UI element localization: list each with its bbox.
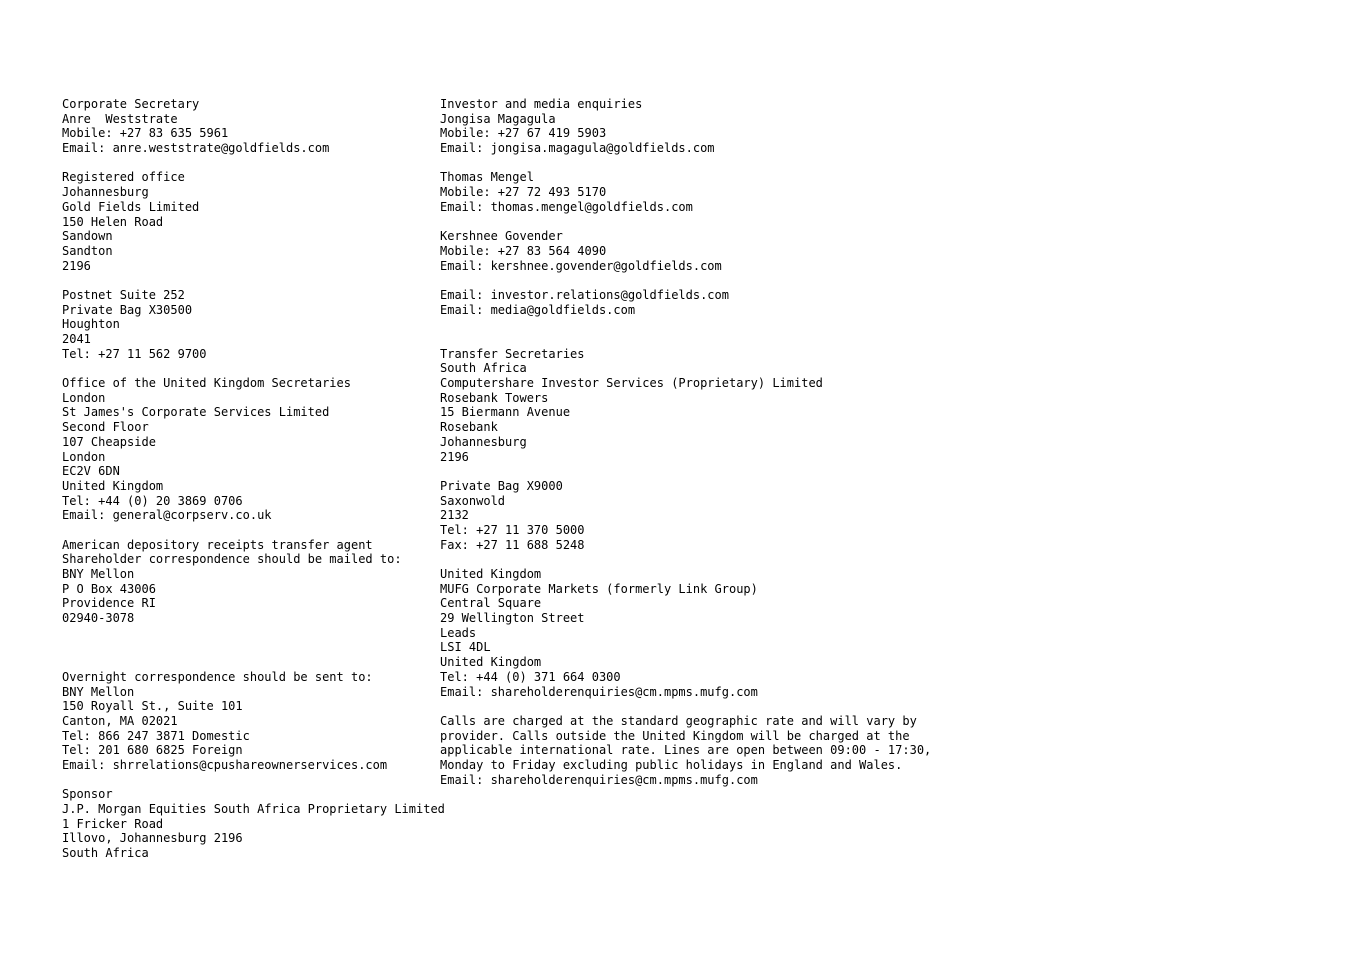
text-line: Email: anre.weststrate@goldfields.com	[62, 141, 330, 156]
text-line: Transfer Secretaries	[440, 346, 585, 361]
text-line: Sandown	[62, 229, 113, 244]
blank-line	[62, 523, 432, 538]
text-line: Sponsor	[62, 787, 113, 802]
blank-line	[62, 773, 432, 788]
text-line: Private Bag X30500	[62, 302, 193, 317]
text-line: Postnet Suite 252	[62, 287, 185, 302]
text-line: Monday to Friday excluding public holidays in England and Wales.	[440, 757, 903, 772]
text-line: 1 Fricker Road	[62, 816, 164, 831]
text-line: South Africa	[62, 846, 149, 861]
text-line: Tel: 201 680 6825 Foreign	[62, 743, 243, 758]
text-line: Computershare Investor Services (Proprietary) Limited	[440, 376, 823, 391]
text-line: Gold Fields Limited	[62, 199, 200, 214]
text-line: applicable international rate. Lines are open between 09:00 - 17:30,	[440, 743, 932, 758]
text-line: London	[62, 390, 106, 405]
text-line: Johannesburg	[62, 185, 149, 200]
blank-line	[62, 361, 432, 376]
text-line: EC2V 6DN	[62, 464, 120, 479]
text-line: 2196	[62, 258, 91, 273]
text-line: Illovo, Johannesburg 2196	[62, 831, 243, 846]
text-line: provider. Calls outside the United Kingdom will be charged at the	[440, 728, 910, 743]
text-line: Mobile: +27 72 493 5170	[440, 185, 607, 200]
text-line: P O Box 43006	[62, 581, 156, 596]
text-line: Central Square	[440, 596, 542, 611]
text-line: 2196	[440, 449, 469, 464]
text-line: Email: investor.relations@goldfields.com	[440, 287, 729, 302]
text-line: Kershnee Govender	[440, 229, 563, 244]
blank-line	[62, 640, 432, 655]
text-line: Sandton	[62, 243, 113, 258]
text-line: BNY Mellon	[62, 684, 135, 699]
blank-line	[440, 215, 1340, 230]
text-line: Corporate Secretary	[62, 97, 200, 111]
text-line: 150 Royall St., Suite 101	[62, 699, 243, 714]
blank-line	[62, 626, 432, 641]
text-line: Saxonwold	[440, 493, 506, 508]
text-line: J.P. Morgan Equities South Africa Proprietary Limited	[62, 802, 445, 816]
text-line: Mobile: +27 67 419 5903	[440, 126, 607, 141]
blank-line	[62, 156, 432, 171]
text-line: 15 Biermann Avenue	[440, 405, 571, 420]
text-line: Tel: 866 247 3871 Domestic	[62, 728, 250, 743]
blank-line	[440, 332, 1340, 347]
right-column	[440, 97, 1340, 787]
text-line: Tel: +27 11 562 9700	[62, 346, 207, 361]
text-line: American depository receipts transfer agent	[62, 537, 373, 552]
blank-line	[440, 156, 1340, 171]
text-line: Email: general@corpserv.co.uk	[62, 508, 272, 523]
text-line: 2132	[440, 508, 469, 523]
text-line: Email: shrrelations@cpushareownerservices.com	[62, 757, 388, 772]
text-line: Tel: +27 11 370 5000	[440, 522, 585, 537]
text-line: Canton, MA 02021	[62, 713, 178, 728]
text-line: BNY Mellon	[62, 567, 135, 581]
text-line: Registered office	[62, 170, 185, 185]
text-line: MUFG Corporate Markets (formerly Link Group)	[440, 581, 758, 596]
text-line: 29 Wellington Street	[440, 611, 585, 626]
text-line: Investor and media enquiries	[440, 97, 643, 111]
blank-line	[440, 699, 1340, 714]
text-line: 150 Helen Road	[62, 214, 164, 229]
text-line: Shareholder correspondence should be mailed to:	[62, 552, 402, 567]
text-line: LSI 4DL	[440, 640, 491, 655]
text-line: 02940-3078	[62, 611, 135, 626]
text-line: Leads	[440, 625, 477, 640]
blank-line	[62, 655, 432, 670]
text-line: Johannesburg	[440, 434, 527, 449]
left-column	[62, 97, 445, 861]
text-line: Houghton	[62, 317, 120, 332]
text-line: St James's Corporate Services Limited	[62, 405, 330, 420]
text-line: Second Floor	[62, 420, 149, 435]
text-line: Rosebank Towers	[440, 390, 549, 405]
text-line: Email: jongisa.magagula@goldfields.com	[440, 141, 715, 156]
text-line: Email: media@goldfields.com	[440, 302, 636, 317]
text-line: Tel: +44 (0) 20 3869 0706	[62, 493, 243, 508]
blank-line	[440, 317, 1340, 332]
text-line: Email: thomas.mengel@goldfields.com	[440, 199, 693, 214]
text-line: Anre Weststrate	[62, 111, 178, 126]
text-line: Office of the United Kingdom Secretaries	[62, 376, 351, 391]
text-line: Mobile: +27 83 564 4090	[440, 243, 607, 258]
blank-line	[440, 273, 1340, 288]
text-line: Rosebank	[440, 420, 498, 435]
text-line: Overnight correspondence should be sent to:	[62, 669, 373, 684]
text-line: Email: kershnee.govender@goldfields.com	[440, 258, 722, 273]
text-line: Fax: +27 11 688 5248	[440, 537, 585, 552]
blank-line	[440, 464, 1340, 479]
text-line: South Africa	[440, 361, 527, 376]
text-line: Tel: +44 (0) 371 664 0300	[440, 669, 621, 684]
text-line: Private Bag X9000	[440, 478, 563, 493]
text-line: Calls are charged at the standard geographic rate and will vary by	[440, 713, 917, 728]
text-line: Email: shareholderenquiries@cm.mpms.mufg.com	[440, 684, 758, 699]
text-line: United Kingdom	[440, 567, 542, 581]
text-line: United Kingdom	[440, 655, 542, 670]
text-line: 107 Cheapside	[62, 434, 156, 449]
text-line: Jongisa Magagula	[440, 111, 556, 126]
text-line: Email: shareholderenquiries@cm.mpms.mufg.com	[440, 772, 758, 787]
text-line: United Kingdom	[62, 478, 164, 493]
text-line: London	[62, 449, 106, 464]
text-line: Thomas Mengel	[440, 170, 534, 185]
text-line: Providence RI	[62, 596, 156, 611]
blank-line	[62, 273, 432, 288]
text-line: 2041	[62, 332, 91, 346]
blank-line	[440, 552, 1340, 567]
text-line: Mobile: +27 83 635 5961	[62, 126, 229, 141]
